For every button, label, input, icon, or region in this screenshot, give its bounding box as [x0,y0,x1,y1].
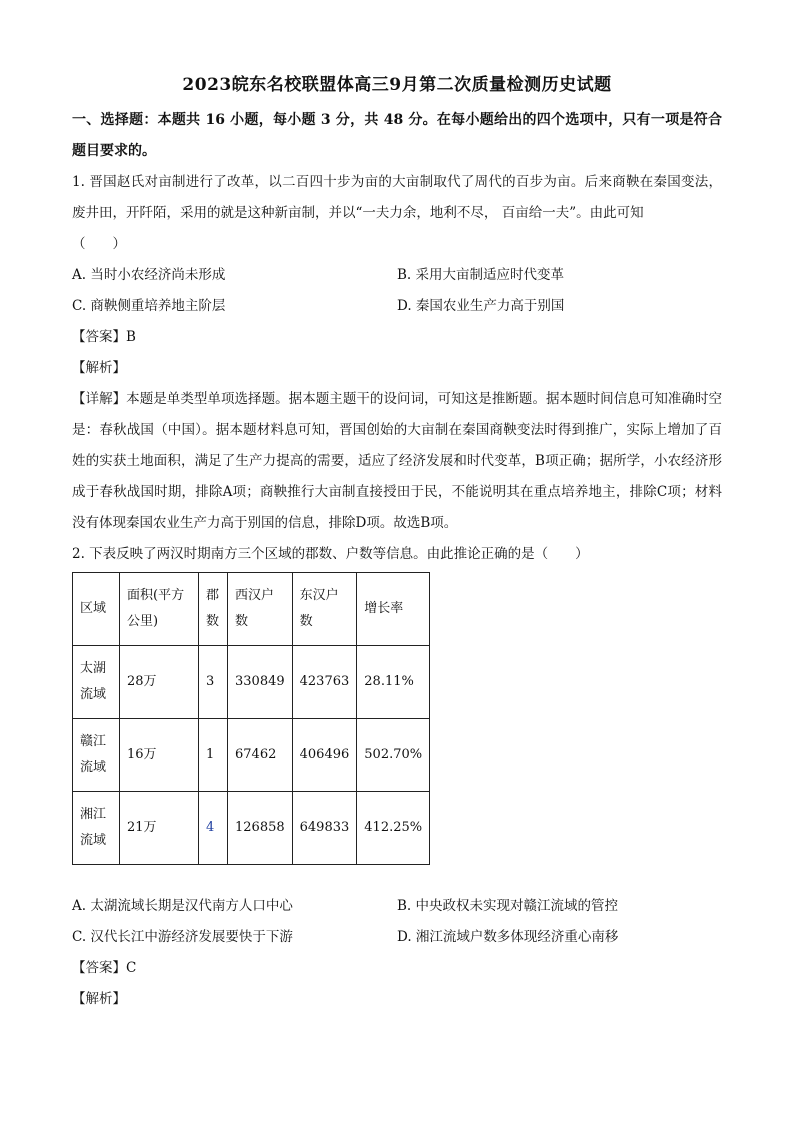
table-row [73,646,430,719]
table-cell: 3 [199,646,228,719]
table-cell: 太湖流域 [73,646,120,719]
question-2-answer: 【答案】C [72,960,137,976]
question-2-options [72,891,722,953]
table-cell: 406496 [292,719,357,792]
option-c: C. 汉代长江中游经济发展要快于下游 [72,929,293,945]
table-cell: 502.70% [357,719,430,792]
page-title: 2023皖东名校联盟体高三9月第二次质量检测历史试题 [182,75,612,95]
table-header-cell: 区域 [73,573,120,646]
table-header-cell: 郡数 [199,573,228,646]
section-heading: 一、选择题：本题共 16 小题，每小题 3 分，共 48 分。在每小题给出的四个选项中，只有一项是符合题目要求的。 [72,112,722,159]
question-2-text: 2. 下表反映了两汉时期南方三个区域的郡数、户数等信息。由此推论正确的是（ ） [72,546,589,562]
table-cell: 423763 [292,646,357,719]
option-d: D. 秦国农业生产力高于别国 [397,298,565,314]
question-1-text: 1. 晋国赵氏对亩制进行了改革，以二百四十步为亩的大亩制取代了周代的百步为亩。后来商鞅在秦国变法，废井田，开阡陌，采用的就是这种新亩制，并以“一夫力余，地利不尽， 百亩给一夫”。由此可知 [72,174,722,221]
table-cell: 28.11% [357,646,430,719]
option-c: C. 商鞅侧重培养地主阶层 [72,298,226,314]
table-cell: 28万 [120,646,199,719]
table-cell: 21万 [120,792,199,865]
question-1-analysis-label: 【解析】 [72,360,126,376]
table-cell: 126858 [228,792,293,865]
option-a: A. 当时小农经济尚未形成 [72,267,226,283]
table-cell: 赣江流域 [73,719,120,792]
question-1-options [72,260,722,322]
table-cell: 330849 [228,646,293,719]
table-header-row [73,573,430,646]
table-header-cell: 西汉户数 [228,573,293,646]
question-1-answer: 【答案】B [72,329,136,345]
option-a: A. 太湖流域长期是汉代南方人口中心 [72,898,293,914]
table-cell: 412.25% [357,792,430,865]
table-header-cell: 面积(平方公里) [120,573,199,646]
table-cell: 4 [199,792,228,865]
table-header-cell: 东汉户数 [292,573,357,646]
question-1-answer-blank: （ ） [72,236,126,252]
table-header-cell: 增长率 [357,573,430,646]
option-b: B. 采用大亩制适应时代变革 [397,267,565,283]
table-cell: 1 [199,719,228,792]
option-b: B. 中央政权未实现对赣江流域的管控 [397,898,619,914]
table-row [73,719,430,792]
table-cell: 67462 [228,719,293,792]
question-2-analysis-label: 【解析】 [72,991,126,1007]
table-cell: 649833 [292,792,357,865]
household-table [72,572,430,865]
question-1-detail: 【详解】本题是单类型单项选择题。据本题主题干的设问词，可知这是推断题。据本题时间信息可知准确时空是：春秋战国（中国）。据本题材料息可知，晋国创始的大亩制在秦国商鞅变法时得到推广，实际上增加了百姓的实获土地面积，满足了生产力提高的需要，适应了经济发展和时代变革，B项正确；据所学，小农经济形成于春秋战国时期，排除A项；商鞅推行大亩制直接授田于民，不能说明其在重点培养地主，排除C项；材料没有体现秦国农业生产力高于别国的信息，排除D项。故选B项。 [72,391,722,531]
option-d: D. 湘江流域户数多体现经济重心南移 [397,929,619,945]
table-cell: 湘江流域 [73,792,120,865]
document-page [72,60,722,1015]
table-cell: 16万 [120,719,199,792]
table-row [73,792,430,865]
